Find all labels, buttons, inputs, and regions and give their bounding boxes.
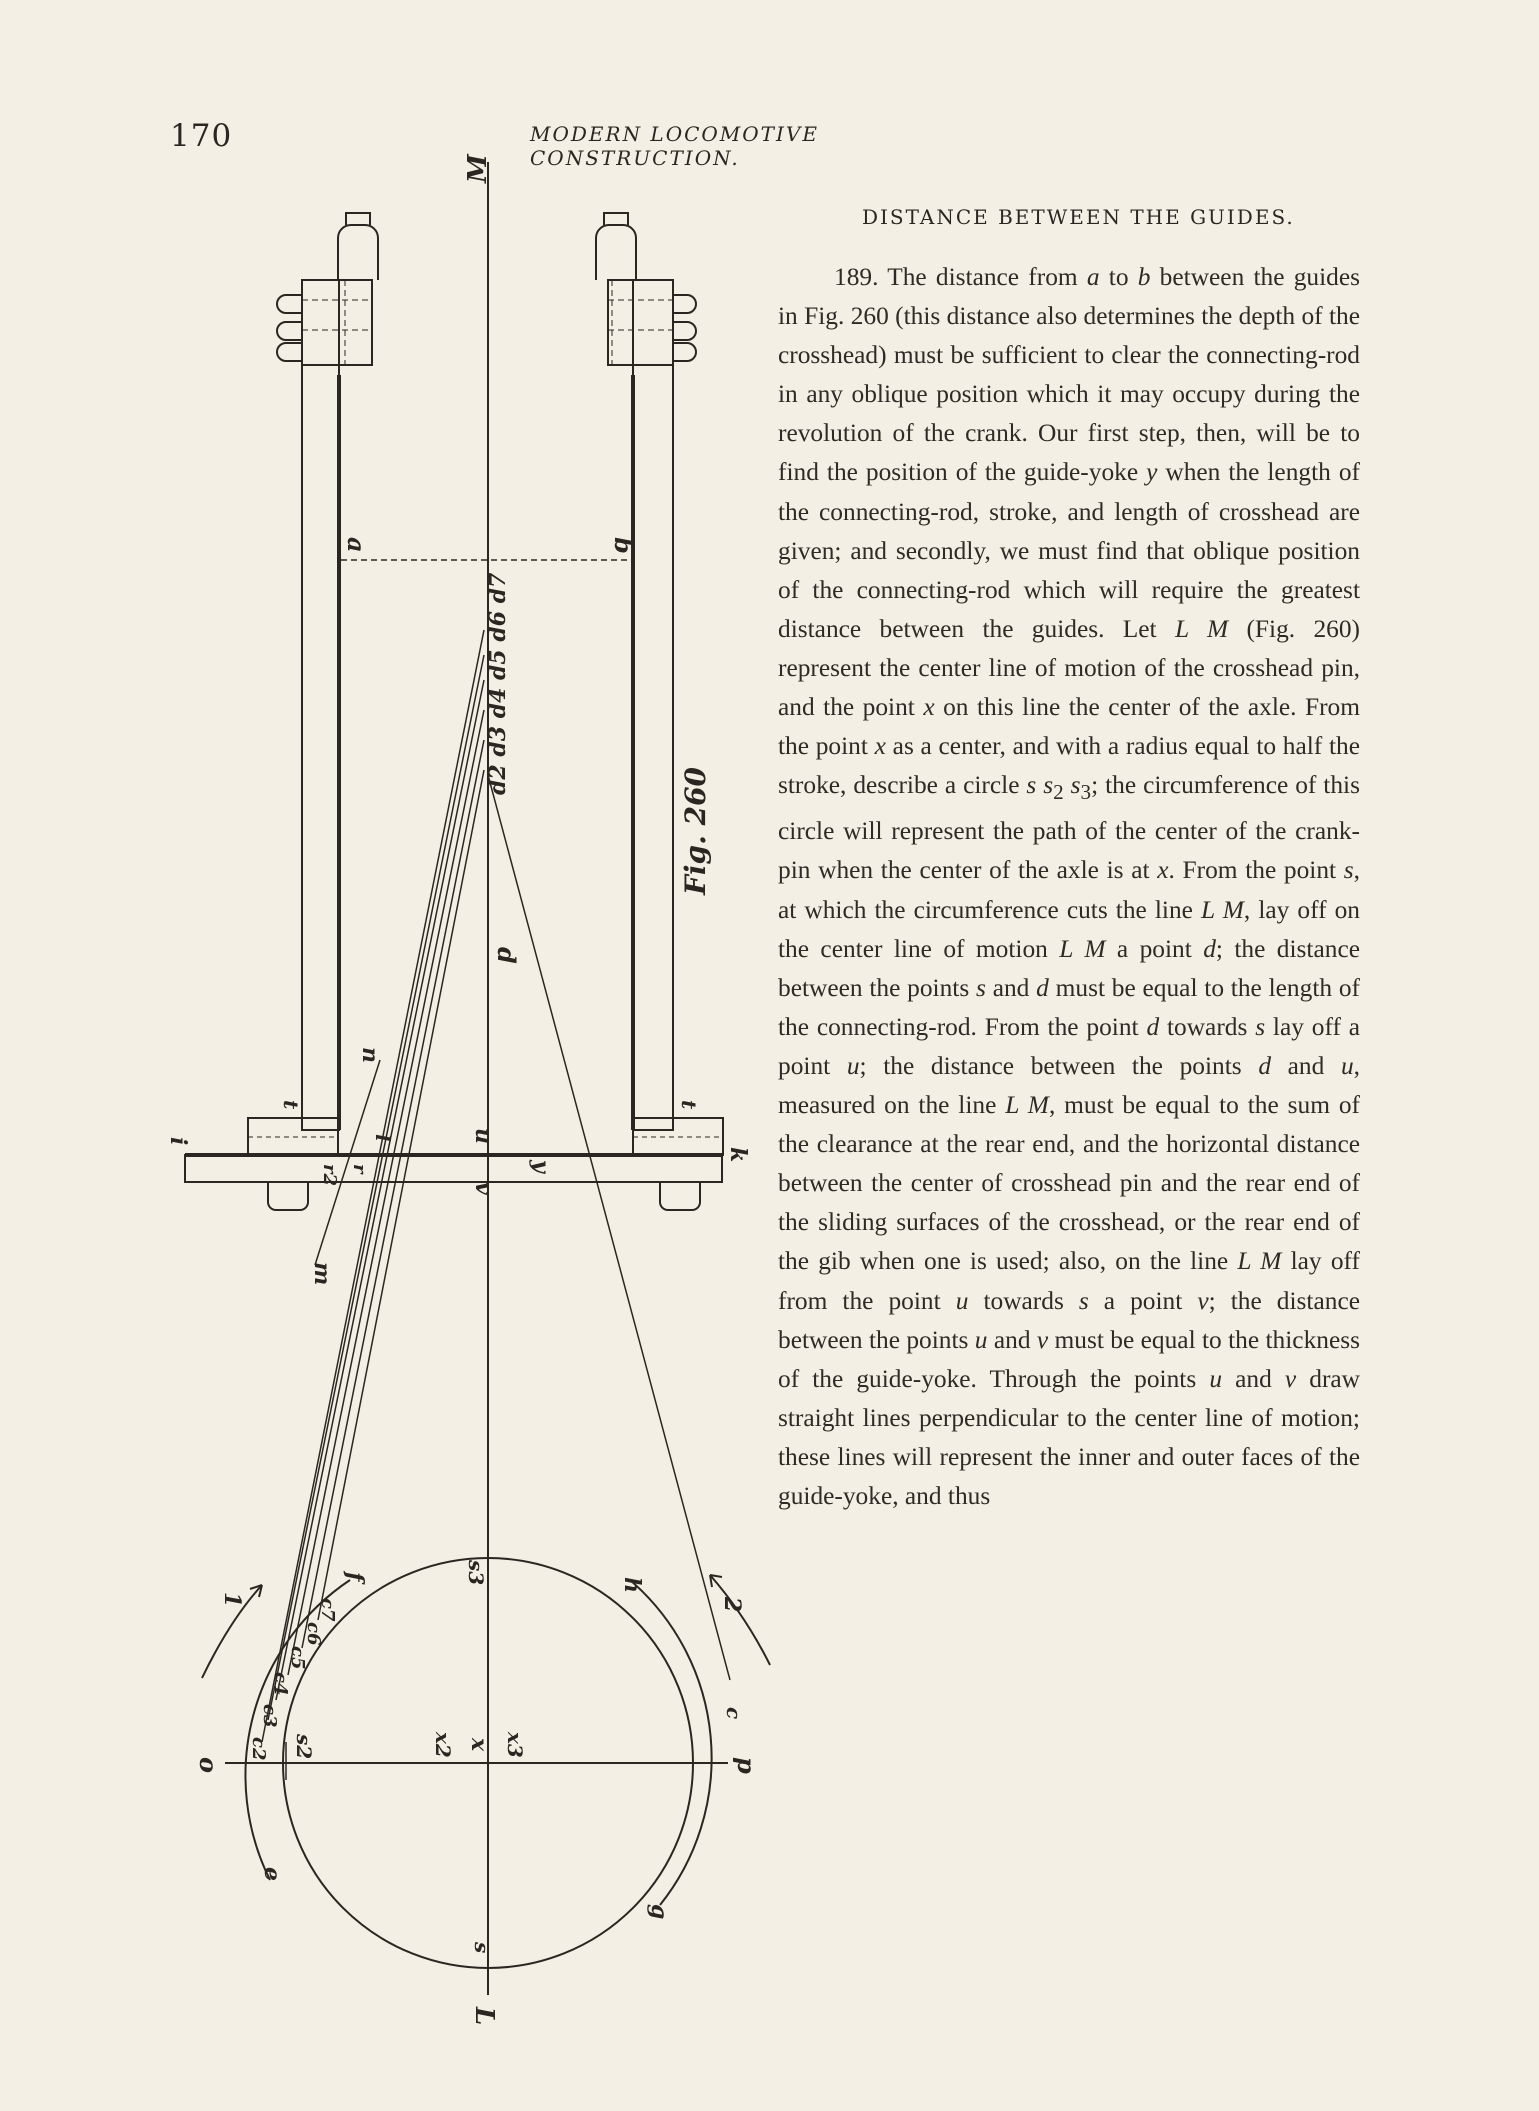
label-f: f <box>342 1572 368 1582</box>
label-c7: c7 <box>317 1598 338 1622</box>
page-number: 170 <box>170 118 233 154</box>
label-y: y <box>528 1160 554 1173</box>
label-arrow-1: 1 <box>219 1592 245 1608</box>
label-x3: x3 <box>503 1732 527 1758</box>
label-v: v <box>470 1182 496 1195</box>
label-M: M <box>463 154 493 183</box>
paragraph-189: 189. The distance from a to b between the guides in Fig. 260 (this distance also determines the depth of the crosshead) must be sufficient to clear the connecting-rod in any oblique position which it may occupy during the revolution of the crank. Our first step, then, will be to find the position of the guide-yoke y when the length of the connecting-rod, stroke, and length of crosshead are given; and secondly, we must find that oblique position of the connecting-rod which will require the greatest distance between the guides. Let L M (Fig. 260) represent the center line of motion of the crosshead pin, and the point x on this line the center of the axle. From the point x as a center, and with a radius equal to half the stroke, describe a circle s $s_2$ $s_3$; the circumference of this circle will represent the path of the center of the crank-pin when the center of the axle is at x. From the point s, at which the circumference cuts the line L M, lay off on the center line of motion L M a point d; the distance between the points s and d must be equal to the length of the connecting-rod. From the point d towards s lay off a point u; the distance between the points d and u, measured on the line L M, must be equal to the sum of the clearance at the rear end, and the horizontal distance between the center of crosshead pin and the rear end of the sliding surfaces of the crosshead, or the rear end of the gib when one is used; also, on the line L M lay off from the point u towards s a point v; the distance between the points u and v must be equal to the thickness of the guide-yoke. Through the points u and v draw straight lines perpendicular to the center line of motion; these lines will represent the inner and outer faces of the guide-yoke, and thus <box>778 263 1361 1510</box>
label-o: o <box>194 1757 223 1774</box>
guide-yoke <box>185 1118 723 1210</box>
label-k: k <box>725 1147 751 1163</box>
right-guide <box>596 213 696 1130</box>
label-u: u <box>470 1128 496 1144</box>
label-c3: c3 <box>259 1704 280 1728</box>
label-fig-260: Fig. 260 <box>679 766 712 895</box>
label-d-series: d2 d3 d4 d5 d6 d7 <box>485 572 511 795</box>
section-heading: DISTANCE BETWEEN THE GUIDES. <box>862 205 1295 229</box>
label-x: x <box>466 1738 492 1752</box>
label-c2: c2 <box>248 1737 269 1761</box>
paragraph-number: 189. <box>834 263 879 291</box>
label-i: i <box>165 1137 191 1146</box>
label-b: b <box>609 537 638 554</box>
label-n: n <box>357 1047 383 1063</box>
label-e: e <box>259 1867 285 1881</box>
label-s2: s2 <box>292 1734 316 1760</box>
label-c5: c5 <box>287 1646 308 1670</box>
label-r2: r2 <box>319 1164 340 1187</box>
label-x2: x2 <box>431 1732 455 1758</box>
label-t-right: t <box>677 1100 701 1110</box>
left-guide <box>277 213 378 1130</box>
label-p: p <box>732 1757 761 1774</box>
label-a: a <box>342 537 371 553</box>
label-arrow-2: 2 <box>719 1597 745 1613</box>
label-d: d <box>492 947 521 964</box>
label-s: s <box>470 1942 494 1954</box>
label-g: g <box>646 1904 672 1920</box>
label-L: L <box>469 2007 499 2026</box>
label-c4: c4 <box>270 1672 291 1696</box>
label-c6: c6 <box>303 1622 324 1646</box>
label-h: h <box>619 1577 645 1593</box>
label-c: c <box>722 1707 746 1720</box>
label-m: m <box>309 1262 335 1286</box>
rotation-arrow-2 <box>710 1575 770 1665</box>
label-l: l <box>371 1134 395 1142</box>
label-r: r <box>349 1164 370 1174</box>
running-title: MODERN LOCOMOTIVE CONSTRUCTION. <box>530 122 819 170</box>
label-s3: s3 <box>464 1560 488 1586</box>
label-t-left: t <box>279 1100 303 1110</box>
